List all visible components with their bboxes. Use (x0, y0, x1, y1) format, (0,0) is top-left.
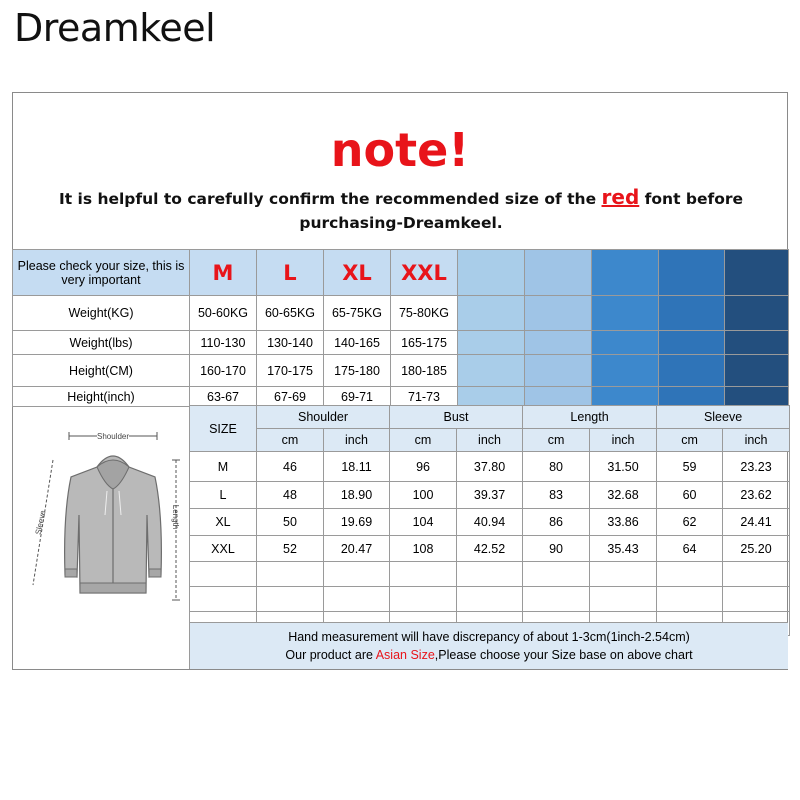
unit-cm: cm (657, 429, 723, 452)
size-xxl-header: XXL (391, 250, 458, 296)
table-row (190, 509, 790, 536)
swatch-cell (592, 250, 659, 296)
swatch-cell (525, 331, 592, 355)
table-cell: 23.62 (723, 482, 790, 509)
swatch-cell (592, 296, 659, 331)
table-cell: 69-71 (324, 387, 391, 407)
table-cell: 35.43 (590, 536, 657, 562)
table-cell: 18.90 (324, 482, 390, 509)
row-label: Weight(lbs) (13, 331, 190, 355)
unit-cm: cm (390, 429, 457, 452)
table-cell: 33.86 (590, 509, 657, 536)
size-cell: XXL (190, 536, 257, 562)
table-cell: 24.41 (723, 509, 790, 536)
table-cell: 100 (390, 482, 457, 509)
swatch-cell (725, 387, 789, 407)
table-cell: 23.23 (723, 452, 790, 482)
table-cell: 80 (523, 452, 590, 482)
recommend-header-label: Please check your size, this is very important (13, 250, 190, 296)
footer-line-2-after: ,Please choose your Size base on above chart (434, 648, 693, 662)
table-cell: 39.37 (457, 482, 523, 509)
table-cell: 40.94 (457, 509, 523, 536)
swatch-cell (659, 250, 725, 296)
table-cell: 75-80KG (391, 296, 458, 331)
asian-size-highlight: Asian Size (375, 648, 435, 662)
bust-header: Bust (390, 406, 523, 429)
table-cell: 180-185 (391, 355, 458, 387)
table-cell: 60 (657, 482, 723, 509)
size-m-header: M (190, 250, 257, 296)
recommend-table (12, 249, 789, 407)
swatch-cell (458, 250, 525, 296)
table-cell: 50-60KG (190, 296, 257, 331)
table-cell: 48 (257, 482, 324, 509)
note-text-red: red (601, 185, 640, 209)
empty-row (190, 587, 790, 612)
table-row (190, 482, 790, 509)
unit-inch: inch (457, 429, 523, 452)
table-cell: 46 (257, 452, 324, 482)
brand-logo: Dreamkeel (14, 6, 216, 50)
table-cell: 60-65KG (257, 296, 324, 331)
table-header-row (190, 406, 790, 429)
table-cell: 67-69 (257, 387, 324, 407)
note-text-before: It is helpful to carefully confirm the recommended size of the (58, 190, 602, 208)
table-cell: 108 (390, 536, 457, 562)
table-cell: 96 (390, 452, 457, 482)
measurement-table (189, 405, 790, 636)
table-row (13, 331, 789, 355)
note-title: note! (330, 123, 470, 177)
diagram-length-label: Length (171, 504, 180, 530)
table-cell: 62 (657, 509, 723, 536)
row-label: Height(inch) (13, 387, 190, 407)
table-cell: 110-130 (190, 331, 257, 355)
swatch-cell (525, 250, 592, 296)
swatch-cell (525, 387, 592, 407)
size-cell: XL (190, 509, 257, 536)
table-row (13, 387, 789, 407)
footer-note (189, 622, 788, 669)
table-cell: 130-140 (257, 331, 324, 355)
sleeve-header: Sleeve (657, 406, 790, 429)
diagram-sleeve-label: Sleeve (33, 509, 48, 536)
footer-line-1: Hand measurement will have discrepancy of about 1-3cm(1inch-2.54cm) (288, 630, 690, 644)
table-cell: 175-180 (324, 355, 391, 387)
row-label: Weight(KG) (13, 296, 190, 331)
size-chart-card (12, 92, 788, 670)
row-label: Height(CM) (13, 355, 190, 387)
shoulder-header: Shoulder (257, 406, 390, 429)
table-cell: 18.11 (324, 452, 390, 482)
table-cell: 86 (523, 509, 590, 536)
swatch-cell (458, 355, 525, 387)
swatch-cell (725, 250, 789, 296)
swatch-cell (525, 296, 592, 331)
table-row (190, 536, 790, 562)
table-cell: 20.47 (324, 536, 390, 562)
swatch-cell (725, 296, 789, 331)
size-column-header: SIZE (190, 406, 257, 452)
unit-cm: cm (523, 429, 590, 452)
table-cell: 50 (257, 509, 324, 536)
table-cell: 90 (523, 536, 590, 562)
swatch-cell (592, 387, 659, 407)
table-cell: 104 (390, 509, 457, 536)
table-cell: 59 (657, 452, 723, 482)
table-cell: 32.68 (590, 482, 657, 509)
unit-inch: inch (723, 429, 790, 452)
garment-diagram (13, 405, 189, 634)
table-cell: 140-165 (324, 331, 391, 355)
size-cell: L (190, 482, 257, 509)
table-cell: 37.80 (457, 452, 523, 482)
table-cell: 19.69 (324, 509, 390, 536)
swatch-cell (458, 331, 525, 355)
swatch-cell (458, 387, 525, 407)
footer-line-2 (190, 646, 788, 664)
unit-cm: cm (257, 429, 324, 452)
size-l-header: L (257, 250, 324, 296)
length-header: Length (523, 406, 657, 429)
size-xl-header: XL (324, 250, 391, 296)
swatch-cell (725, 355, 789, 387)
table-cell: 52 (257, 536, 324, 562)
table-row (13, 355, 789, 387)
size-cell: M (190, 452, 257, 482)
table-row (13, 296, 789, 331)
swatch-cell (659, 387, 725, 407)
table-row (190, 452, 790, 482)
table-cell: 63-67 (190, 387, 257, 407)
table-cell: 71-73 (391, 387, 458, 407)
table-cell: 83 (523, 482, 590, 509)
note-text (53, 185, 749, 235)
swatch-cell (592, 331, 659, 355)
swatch-cell (725, 331, 789, 355)
table-cell: 31.50 (590, 452, 657, 482)
hoodie-icon (13, 405, 189, 634)
table-cell: 64 (657, 536, 723, 562)
swatch-cell (659, 331, 725, 355)
table-cell: 160-170 (190, 355, 257, 387)
swatch-cell (458, 296, 525, 331)
table-unit-row (190, 429, 790, 452)
swatch-cell (659, 355, 725, 387)
table-cell: 25.20 (723, 536, 790, 562)
unit-inch: inch (590, 429, 657, 452)
diagram-shoulder-label: Shoulder (96, 432, 130, 441)
table-cell: 170-175 (257, 355, 324, 387)
swatch-cell (659, 296, 725, 331)
table-cell: 65-75KG (324, 296, 391, 331)
empty-row (190, 562, 790, 587)
footer-line-2-before: Our product are (285, 648, 376, 662)
swatch-cell (525, 355, 592, 387)
table-cell: 165-175 (391, 331, 458, 355)
note-text-after: font before purchasing-Dreamkeel. (299, 190, 744, 232)
table-cell: 42.52 (457, 536, 523, 562)
unit-inch: inch (324, 429, 390, 452)
swatch-cell (592, 355, 659, 387)
